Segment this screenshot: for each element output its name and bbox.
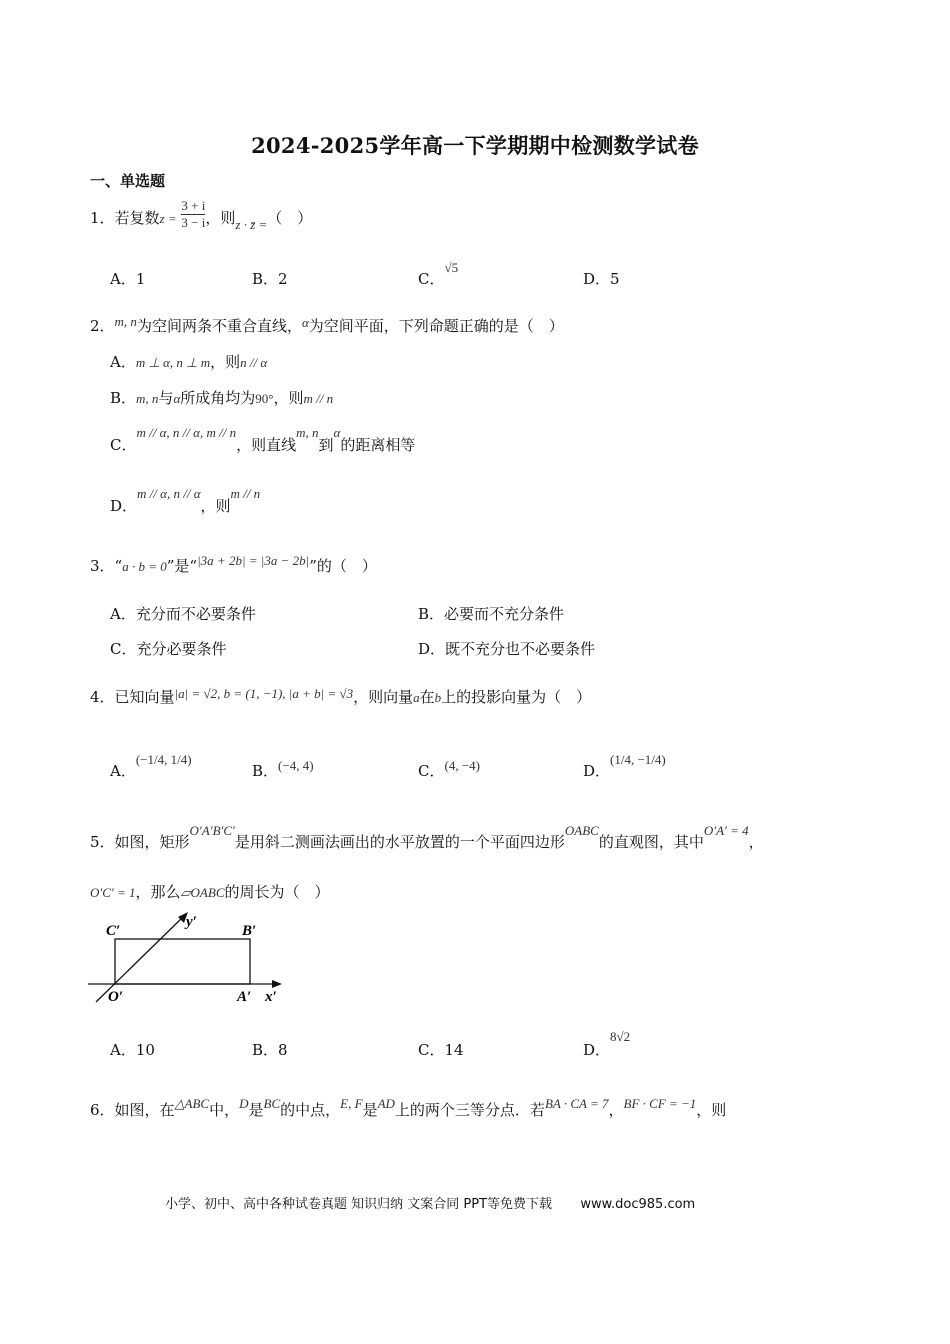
q3-option-b[interactable]: B．必要而不充分条件 (418, 605, 565, 623)
q2-option-c[interactable]: C．m // α, n // α, m // n，则直线m, n到α的距离相等 (110, 425, 416, 454)
q1-fraction (181, 198, 205, 231)
q1-paren: （ ） (267, 209, 313, 227)
rectangle-oabc (115, 939, 250, 984)
q1-formula-z: z = (159, 211, 177, 226)
question-5: 5．如图，矩形O′A′B′C′是用斜二测画法画出的水平放置的一个平面四边形OABC的直观图，其中O′A′ = 4， (90, 823, 764, 851)
q2-option-a[interactable]: A．m ⊥ α, n ⊥ m，则n // α (110, 353, 268, 371)
q5-option-b[interactable]: B．8 (252, 1041, 288, 1059)
q4-option-c[interactable]: C．(4, −4) (418, 758, 480, 780)
q5-figure (88, 908, 288, 1008)
question-1 (90, 197, 313, 232)
q3-option-d[interactable]: D．既不充分也不必要条件 (418, 640, 596, 658)
question-3: 3．“a · b = 0”是“|3a + 2b| = |3a − 2b|”的（ ） (90, 553, 377, 575)
q1-then: ，则 (205, 209, 236, 227)
q1-option-c[interactable]: C．√5 (418, 260, 459, 288)
question-6: 6．如图，在△ABC中，D是BC的中点，E, F是AD上的两个三等分点．若BA · CA = 7，BF · CF = −1，则 (90, 1096, 727, 1119)
q5-option-a[interactable]: A．10 (110, 1041, 155, 1059)
footer (165, 1193, 695, 1212)
label-o: O′ (108, 989, 124, 1005)
label-x: x′ (265, 989, 277, 1005)
q1-stem: 1．若复数 (90, 209, 160, 227)
q4-option-d[interactable]: D．(1/4, −1/4) (583, 752, 666, 780)
x-axis-arrow (272, 980, 282, 988)
label-a: A′ (237, 989, 252, 1005)
label-y: y′ (186, 914, 197, 930)
q1-denominator: 3 − i (181, 214, 206, 230)
q1-option-d[interactable]: D．5 (583, 270, 620, 288)
q3-option-c[interactable]: C．充分必要条件 (110, 640, 227, 658)
footer-link[interactable]: www.doc985.com (580, 1197, 696, 1212)
q5-option-c[interactable]: C．14 (418, 1041, 464, 1059)
q2-option-b[interactable]: B．m, n与α所成角均为90°，则m // n (110, 389, 334, 407)
q4-option-b[interactable]: B．(−4, 4) (252, 758, 314, 780)
section-heading: 一、单选题 (90, 172, 166, 190)
page-title: 2024-2025学年高一下学期期中检测数学试卷 (251, 133, 699, 158)
q1-numerator: 3 + i (181, 197, 206, 213)
question-4: 4．已知向量|a| = √2, b = (1, −1), |a + b| = √3，则向量a在b上的投影向量为（ ） (90, 686, 592, 706)
label-b: B′ (242, 923, 257, 939)
q3-option-a[interactable]: A．充分而不必要条件 (110, 605, 256, 623)
question-5-line2: O′C′ = 1，那么▱OABC的周长为（ ） (90, 883, 330, 901)
q2-option-d[interactable]: D．m // α, n // α，则m // n (110, 486, 261, 515)
q1-option-a[interactable]: A．1 (110, 270, 146, 288)
question-2: 2．m, n为空间两条不重合直线，α为空间平面，下列命题正确的是（ ） (90, 314, 564, 335)
q1-option-b[interactable]: B．2 (252, 270, 288, 288)
footer-text: 小学、初中、高中各种试卷真题 知识归纳 文案合同 PPT等免费下载 (165, 1197, 553, 1212)
q4-option-a[interactable]: A．(−1/4, 1/4) (110, 752, 192, 780)
q1-expr: z · z̄ = (235, 217, 268, 232)
q5-option-d[interactable]: D．8√2 (583, 1029, 631, 1059)
label-c: C′ (106, 923, 121, 939)
